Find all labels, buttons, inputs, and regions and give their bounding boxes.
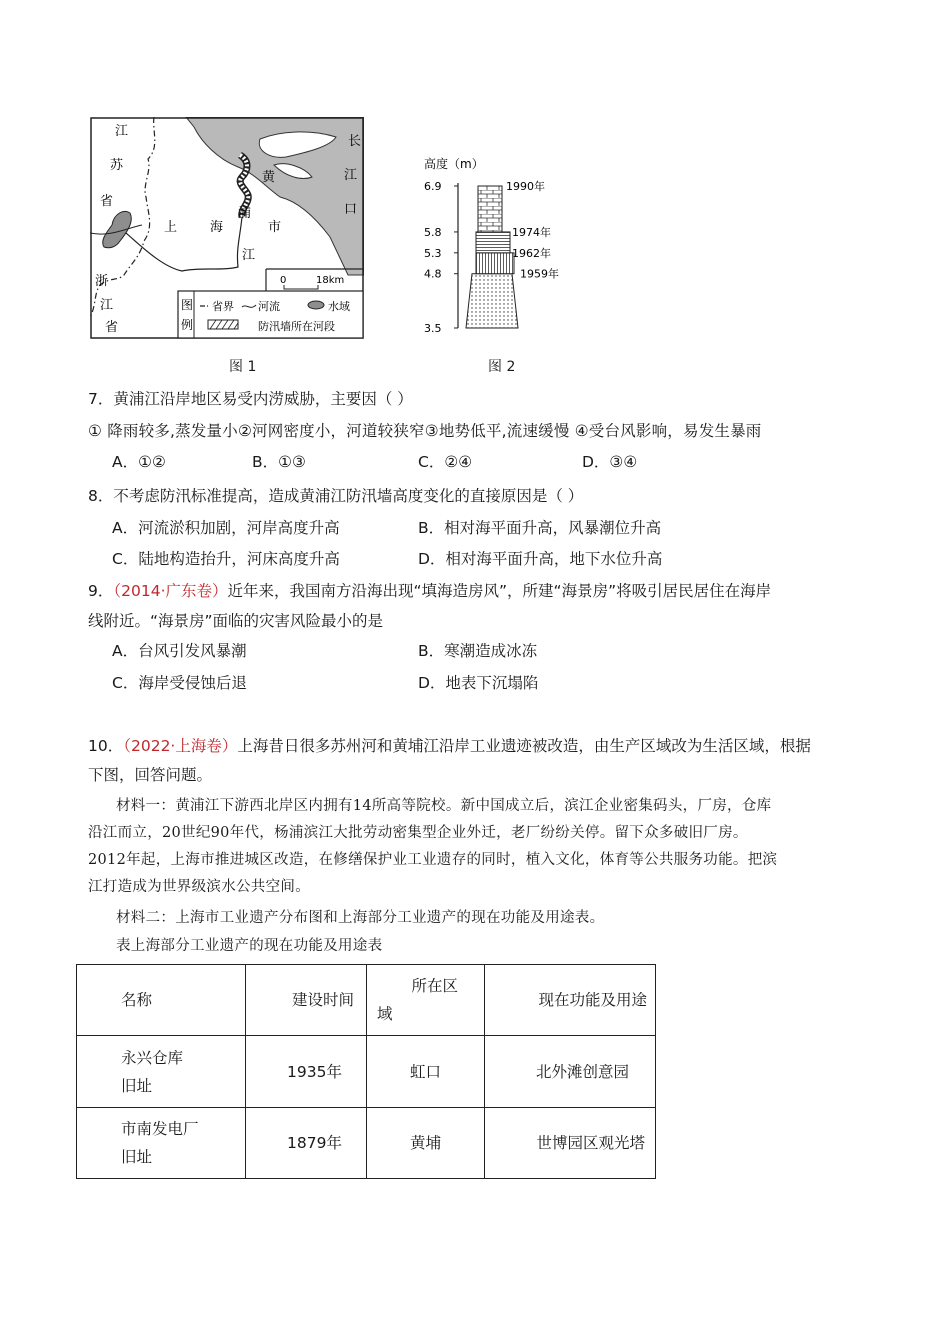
q9-text-1: 近年来，我国南方沿海出现“填海造房风”，所建“海景房”将吸引居民居住在海岸	[227, 582, 772, 600]
q10-number: 10．	[88, 737, 124, 755]
cell-use: 北外滩创意园	[485, 1036, 656, 1108]
label-changjiang-2: 江	[344, 168, 358, 183]
q9-line2: 线附近。“海景房”面临的灾害风险最小的是	[88, 612, 384, 630]
y-tick-label: 5.8	[424, 225, 442, 239]
label-huangpu-1: 黄	[262, 170, 276, 185]
header-area-line1: 所在区	[411, 977, 458, 995]
q8-option-d[interactable]: D．相对海平面升高，地下水位升高	[418, 550, 663, 568]
label-zhejiang-3: 省	[105, 320, 119, 335]
q9-option-d[interactable]: D．地表下沉塌陷	[418, 674, 539, 692]
q7-option-a[interactable]: A．①②	[112, 453, 166, 471]
legend-river: 河流	[258, 300, 280, 313]
label-jiangsu-2: 苏	[110, 158, 124, 173]
q7-option-b[interactable]: B．①③	[252, 453, 306, 471]
header-name: 名称	[77, 965, 246, 1036]
bar-1962年	[476, 253, 514, 274]
cell-name: 永兴仓库 旧址	[77, 1036, 246, 1108]
label-zhejiang-1: 浙	[95, 274, 109, 289]
y-tick-label: 5.3	[424, 246, 442, 260]
bar-1990年	[478, 186, 502, 232]
y-tick-label: 3.5	[424, 322, 442, 335]
legend-water: 水域	[328, 300, 350, 313]
header-year: 建设时间	[246, 965, 367, 1036]
cell-use: 世博园区观光塔	[485, 1108, 656, 1179]
cell-year: 1935年	[246, 1036, 367, 1108]
figure2-chart	[418, 150, 598, 340]
q10-material1-line1: 材料一：黄浦江下游西北岸区内拥有14所高等院校。新中国成立后，滨江企业密集码头，厂房，仓库	[116, 798, 772, 814]
legend-province-border: 省界	[212, 300, 234, 313]
year-label-1990年: 1990年	[506, 180, 545, 193]
q8-stem: 8．不考虑防汛标准提高，造成黄浦江防汛墙高度变化的直接原因是（ ）	[88, 487, 584, 505]
table-row	[77, 1036, 656, 1108]
q9-line1	[88, 580, 771, 602]
cell-area: 虹口	[367, 1036, 485, 1108]
y-tick-label: 4.8	[424, 267, 442, 281]
q10-table-title: 表上海部分工业遗产的现在功能及用途表	[116, 938, 383, 954]
label-changjiang-3: 口	[344, 202, 358, 217]
q10-material1-line3: 2012年起，上海市推进城区改造，在修缮保护业工业遗存的同时，植入文化，体育等公共服务功能。把滨	[88, 852, 778, 868]
figure2-caption: 图 2	[488, 359, 516, 375]
cell-name: 市南发电厂 旧址	[77, 1108, 246, 1179]
heritage-table	[76, 964, 656, 1179]
q9-option-c[interactable]: C．海岸受侵蚀后退	[112, 674, 247, 692]
q10-material1-line4: 江打造成为世界级滨水公共空间。	[88, 879, 310, 895]
year-label-1974年: 1974年	[512, 225, 551, 239]
label-jiangsu-1: 江	[115, 124, 129, 139]
legend-title-2: 例	[181, 318, 194, 332]
figure1-map	[90, 117, 364, 339]
figure1-caption: 图 1	[229, 359, 257, 375]
scale-length: 18km	[316, 275, 345, 286]
label-jiangsu-3: 省	[100, 194, 114, 209]
header-use: 现在功能及用途	[485, 965, 656, 1036]
q10-text-1: 上海昔日很多苏州河和黄埔江沿岸工业遗迹被改造，由生产区域改为生活区域，根据	[237, 737, 811, 755]
year-label-1962年: 1962年	[512, 246, 551, 260]
q10-material2: 材料二：上海市工业遗产分布图和上海部分工业遗产的现在功能及用途表。	[116, 910, 605, 926]
label-shanghai-2: 海	[210, 220, 224, 235]
legend-flood-wall: 防汛墙所在河段	[258, 320, 335, 333]
label-shanghai-3: 市	[268, 220, 282, 235]
cell-year: 1879年	[246, 1108, 367, 1179]
label-zhejiang-2: 江	[100, 298, 114, 313]
figure2-y-title: 高度（m）	[424, 157, 484, 171]
label-huangpu-3: 江	[242, 248, 256, 263]
q7-statements: ① 降雨较多,蒸发量小②河网密度小，河道较狭窄③地势低平,流速缓慢 ④受台风影响，易发生暴雨	[88, 422, 762, 440]
q7-option-d[interactable]: D．③④	[582, 453, 638, 471]
bar-1959年	[466, 274, 518, 328]
q10-source: （2022·上海卷）	[123, 737, 238, 755]
q7-option-c[interactable]: C．②④	[418, 453, 473, 471]
q9-option-a[interactable]: A．台风引发风暴潮	[112, 642, 247, 660]
header-area-line2: 域	[377, 1005, 393, 1023]
q10-line1	[88, 735, 811, 757]
q10-material1-line2: 沿江而立，20世纪90年代，杨浦滨江大批劳动密集型企业外迁，老厂纷纷关停。留下众多破旧厂房。	[88, 825, 748, 841]
label-shanghai-1: 上	[164, 220, 178, 235]
scale-zero: 0	[280, 275, 287, 286]
q9-source: （2014·广东卷）	[113, 582, 228, 600]
q10-line2: 下图，回答问题。	[88, 766, 213, 784]
q8-option-c[interactable]: C．陆地构造抬升，河床高度升高	[112, 550, 340, 568]
bar-1974年	[476, 232, 510, 253]
year-label-1959年: 1959年	[520, 267, 559, 281]
q8-option-a[interactable]: A．河流淤积加剧，河岸高度升高	[112, 519, 340, 537]
legend-water-symbol	[308, 301, 324, 309]
q7-stem: 7．黄浦江沿岸地区易受内涝威胁，主要因（ ）	[88, 390, 413, 408]
cell-area: 黄埔	[367, 1108, 485, 1179]
q9-number: 9．	[88, 582, 114, 600]
table-row	[77, 1108, 656, 1179]
label-huangpu-2: 浦	[238, 206, 252, 221]
scale-bar	[284, 285, 318, 289]
legend-title-1: 图	[181, 298, 194, 312]
header-area	[367, 965, 485, 1036]
y-tick-label: 6.9	[424, 180, 442, 193]
q8-option-b[interactable]: B．相对海平面升高，风暴潮位升高	[418, 519, 662, 537]
q9-option-b[interactable]: B．寒潮造成冰冻	[418, 642, 538, 660]
label-changjiang-1: 长	[348, 134, 362, 149]
table-header-row	[77, 965, 656, 1036]
